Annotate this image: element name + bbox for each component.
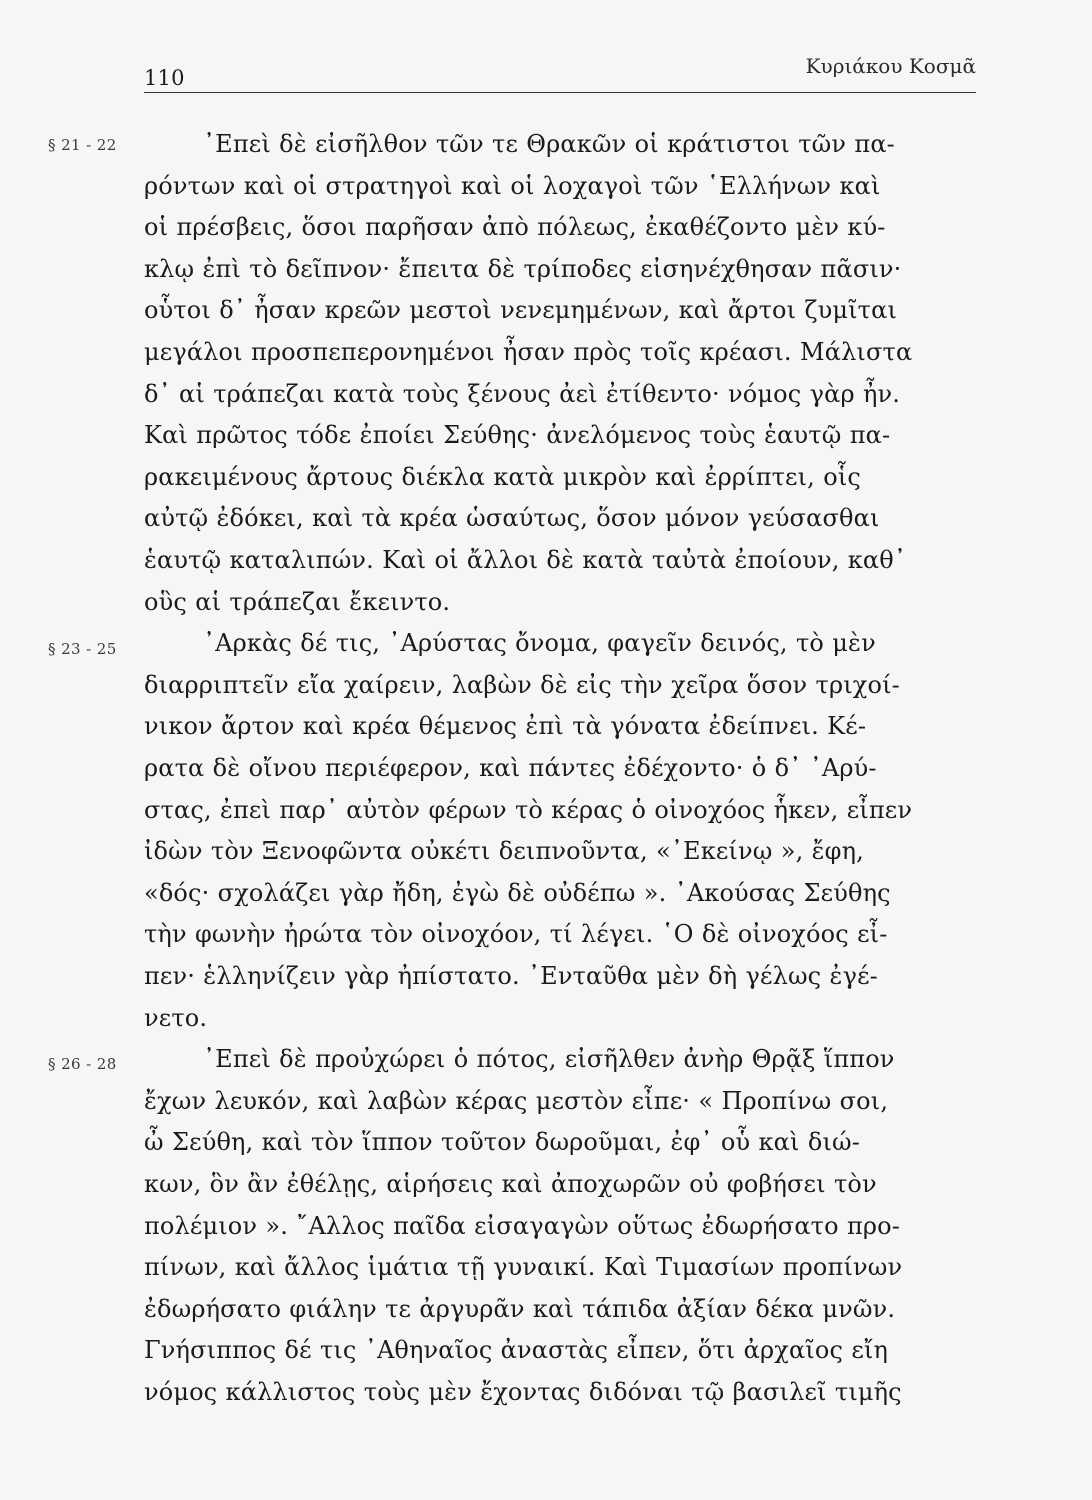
margin-ref: § 21 - 22 (48, 136, 117, 154)
page-header (144, 52, 976, 92)
text-line: οἱ πρέσβεις, ὅσοι παρῆσαν ἀπὸ πόλεως, ἐκαθέζοντο μὲν κύ- (144, 213, 886, 242)
text-line: νικον ἄρτον καὶ κρέα θέμενος ἐπὶ τὰ γόνατα ἐδείπνει. Κέ- (144, 712, 867, 741)
text-line: τὴν φωνὴν ἠρώτα τὸν οἰνοχόον, τί λέγει. ῾Ο δὲ οἰνοχόος εἶ- (144, 920, 888, 949)
text-line: ἔχων λευκόν, καὶ λαβὼν κέρας μεστὸν εἶπε· « Προπίνω σοι, (144, 1086, 889, 1115)
running-head: Κυριάκου Κοσμᾶ (805, 54, 976, 78)
text-line: Καὶ πρῶτος τόδε ἐποίει Σεύθης· ἀνελόμενος τοὺς ἑαυτῷ πα- (144, 421, 891, 450)
text-line: νετο. (144, 1003, 208, 1032)
text-line: ρακειμένους ἄρτους διέκλα κατὰ μικρὸν καὶ ἐρρίπτει, οἷς (144, 462, 861, 491)
text-line: κων, ὃν ἂν ἐθέλῃς, αἱρήσεις καὶ ἀποχωρῶν οὐ φοβήσει τὸν (144, 1170, 877, 1198)
text-line: ὦ Σεύθη, καὶ τὸν ἵππον τοῦτον δωροῦμαι, ἐφ᾽ οὗ καὶ διώ- (144, 1128, 861, 1157)
text-line: στας, ἐπεὶ παρ᾽ αὐτὸν φέρων τὸ κέρας ὁ οἰνοχόος ἧκεν, εἶπεν (144, 795, 913, 824)
text-line: ᾽Επεὶ δὲ προὐχώρει ὁ πότος, εἰσῆλθεν ἀνὴρ Θρᾷξ ἵππον (203, 1045, 895, 1074)
text-line: Γνήσιππος δέ τις ᾽Αθηναῖος ἀναστὰς εἶπεν, ὅτι ἀρχαῖος εἴη (144, 1336, 889, 1365)
text-line: πίνων, καὶ ἄλλος ἱμάτια τῇ γυναικί. Καὶ Τιμασίων προπίνων (144, 1253, 903, 1282)
text-line: «δός· σχολάζει γὰρ ἤδη, ἐγὼ δὲ οὐδέπω ». ᾽Ακούσας Σεύθης (144, 878, 891, 907)
page-number: 110 (144, 66, 185, 90)
text-line: ἐδωρήσατο φιάλην τε ἀργυρᾶν καὶ τάπιδα ἀξίαν δέκα μνῶν. (144, 1294, 896, 1323)
text-line: ἑαυτῷ καταλιπών. Καὶ οἱ ἄλλοι δὲ κατὰ ταὐτὰ ἐποίουν, καθ᾽ (144, 546, 907, 574)
text-line: πεν· ἑλληνίζειν γὰρ ἠπίστατο. ᾽Ενταῦθα μὲν δὴ γέλως ἐγέ- (144, 962, 878, 990)
header-rule (144, 92, 976, 93)
text-line: διαρριπτεῖν εἴα χαίρειν, λαβὼν δὲ εἰς τὴν χεῖρα ὅσον τριχοί- (144, 670, 900, 699)
text-line: μεγάλοι προσπεπερονημένοι ἦσαν πρὸς τοῖς κρέασι. Μάλιστα (144, 338, 913, 366)
text-line: οὗτοι δ᾽ ἦσαν κρεῶν μεστοὶ νενεμημένων, καὶ ἄρτοι ζυμῖται (144, 296, 898, 325)
text-line: ρατα δὲ οἴνου περιέφερον, καὶ πάντες ἐδέχοντο· ὁ δ᾽ ᾽Αρύ- (144, 754, 877, 782)
text-line: ρόντων καὶ οἱ στρατηγοὶ καὶ οἱ λοχαγοὶ τῶν ῾Ελλήνων καὶ (144, 171, 881, 200)
text-line: αὐτῷ ἐδόκει, καὶ τὰ κρέα ὡσαύτως, ὅσον μόνον γεύσασθαι (144, 504, 880, 533)
text-line: ᾽Επεὶ δὲ εἰσῆλθον τῶν τε Θρακῶν οἱ κράτιστοι τῶν πα- (203, 130, 895, 158)
text-line: νόμος κάλλιστος τοὺς μὲν ἔχοντας διδόναι τῷ βασιλεῖ τιμῆς (144, 1378, 902, 1406)
text-line: οὓς αἱ τράπεζαι ἔκειντο. (144, 587, 451, 616)
text-line: κλῳ ἐπὶ τὸ δεῖπνον· ἔπειτα δὲ τρίποδες εἰσηνέχθησαν πᾶσιν· (144, 254, 902, 283)
margin-ref: § 23 - 25 (48, 640, 117, 658)
text-line: ἰδὼν τὸν Ξενοφῶντα οὐκέτι δειπνοῦντα, «᾽Εκείνῳ », ἔφη, (144, 837, 864, 866)
text-line: ᾽Αρκὰς δέ τις, ᾽Αρύστας ὄνομα, φαγεῖν δεινός, τὸ μὲν (203, 629, 876, 658)
text-line: πολέμιον ». ῎Αλλος παῖδα εἰσαγαγὼν οὕτως ἐδωρήσατο προ- (144, 1211, 901, 1240)
margin-ref: § 26 - 28 (48, 1055, 117, 1073)
text-line: δ᾽ αἱ τράπεζαι κατὰ τοὺς ξένους ἀεὶ ἐτίθεντο· νόμος γὰρ ἦν. (144, 379, 901, 408)
